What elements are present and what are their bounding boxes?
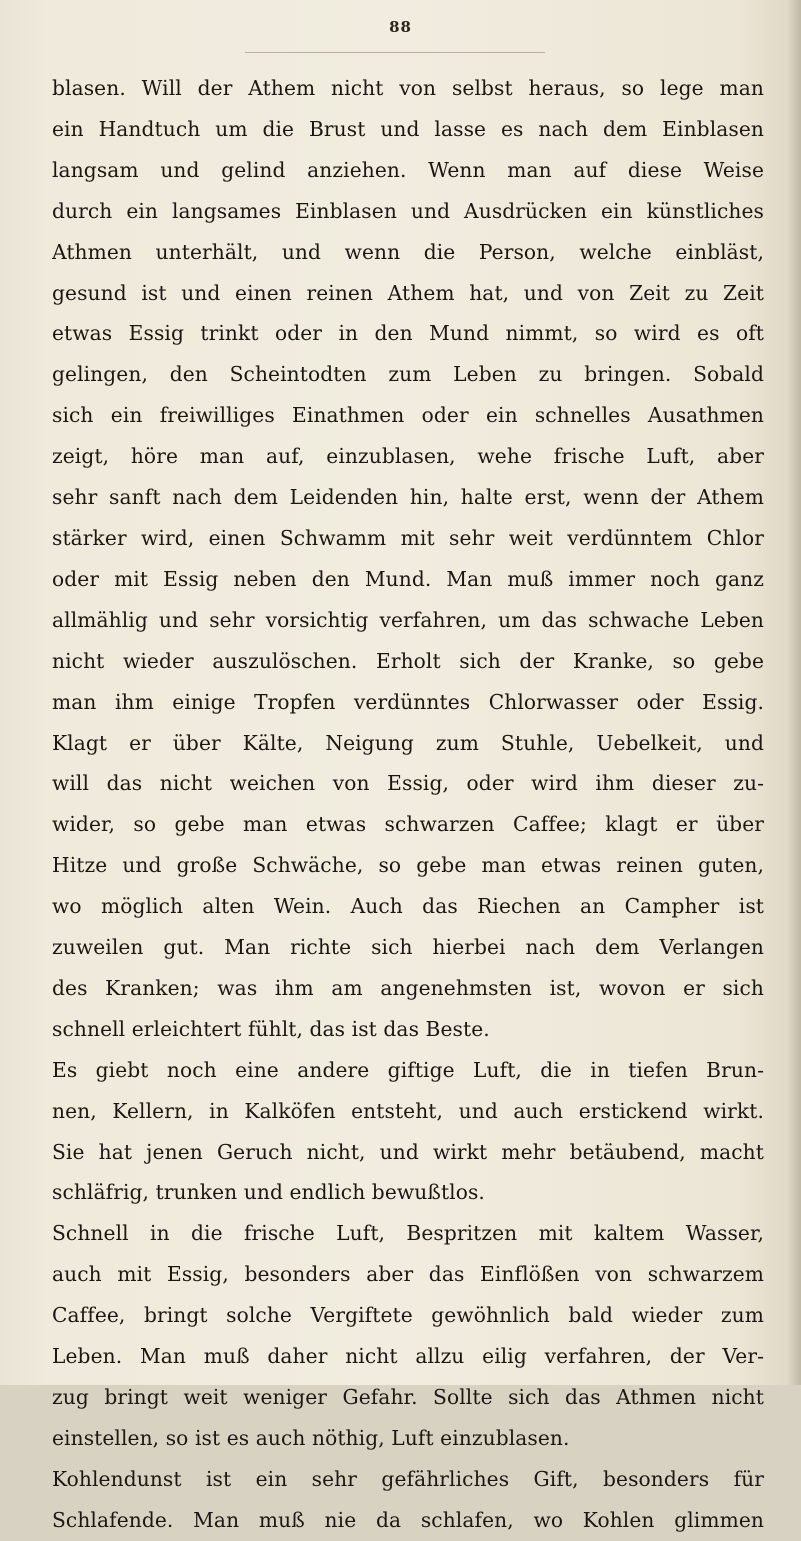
text-line: sich ein freiwilliges Einathmen oder ein schnelles Ausathmen [52, 403, 764, 428]
text-line: schnell erleichtert fühlt, das ist das Beste. [52, 1016, 490, 1041]
header-rule [245, 52, 545, 53]
text-line: Hitze und große Schwäche, so gebe man etwas reinen guten, [52, 853, 764, 878]
text-line: des Kranken; was ihm am angenehmsten ist, wovon er sich [52, 975, 764, 1000]
text-line: nicht wieder auszulöschen. Erholt sich der Kranke, so gebe [52, 648, 764, 673]
text-line: Caffee, bringt solche Vergiftete gewöhnlich bald wieder zum [52, 1303, 764, 1328]
text-line: stärker wird, einen Schwamm mit sehr weit verdünntem Chlor [52, 525, 764, 550]
text-line: allmählig und sehr vorsichtig verfahren, um das schwache Leben [52, 607, 764, 632]
text-line: Sie hat jenen Geruch nicht, und wirkt mehr betäubend, macht [52, 1139, 764, 1164]
text-line: sehr sanft nach dem Leidenden hin, halte erst, wenn der Athem [52, 485, 764, 510]
text-line: Leben. Man muß daher nicht allzu eilig verfahren, der Ver- [52, 1344, 764, 1369]
text-line: man ihm einige Tropfen verdünntes Chlorwasser oder Essig. [52, 689, 764, 714]
page-body-text [52, 68, 764, 1541]
text-line: durch ein langsames Einblasen und Ausdrücken ein künstliches [52, 198, 764, 223]
text-line: zug bringt weit weniger Gefahr. Sollte sich das Athmen nicht [52, 1385, 764, 1409]
text-line: etwas Essig trinkt oder in den Mund nimmt, so wird es oft [52, 321, 764, 346]
text-line: gelingen, den Scheintodten zum Leben zu bringen. Sobald [52, 362, 764, 387]
text-line: ein Handtuch um die Brust und lasse es nach dem Einblasen [52, 116, 764, 141]
text-line: gesund ist und einen reinen Athem hat, und von Zeit zu Zeit [52, 280, 764, 305]
text-line: Klagt er über Kälte, Neigung zum Stuhle, Uebelkeit, und [52, 730, 764, 755]
text-line: langsam und gelind anziehen. Wenn man auf diese Weise [52, 157, 764, 182]
text-line: oder mit Essig neben den Mund. Man muß immer noch ganz [52, 566, 764, 591]
text-line: zuweilen gut. Man richte sich hierbei nach dem Verlangen [52, 935, 764, 960]
text-line: Schnell in die frische Luft, Bespritzen mit kaltem Wasser, [52, 1221, 764, 1246]
text-line: Schlafende. Man muß nie da schlafen, wo Kohlen glimmen [52, 1507, 764, 1532]
text-line: blasen. Will der Athem nicht von selbst heraus, so lege man [52, 76, 764, 100]
text-line: wo möglich alten Wein. Auch das Riechen an Campher ist [52, 894, 764, 919]
text-line: Athmen unterhält, und wenn die Person, welche einbläst, [52, 239, 764, 264]
text-line: nen, Kellern, in Kalköfen entsteht, und auch erstickend wirkt. [52, 1098, 764, 1123]
page-edge-shadow [787, 0, 801, 1385]
text-line: Kohlendunst ist ein sehr gefährliches Gift, besonders für [52, 1466, 764, 1491]
text-line: Es giebt noch eine andere giftige Luft, die in tiefen Brun- [52, 1057, 764, 1082]
text-line: auch mit Essig, besonders aber das Einflößen von schwarzem [52, 1262, 764, 1287]
page-number: 88 [389, 18, 412, 36]
text-line: wider, so gebe man etwas schwarzen Caffee; klagt er über [52, 812, 764, 837]
text-line: einstellen, so ist es auch nöthig, Luft einzublasen. [52, 1425, 570, 1450]
text-line: will das nicht weichen von Essig, oder wird ihm dieser zu- [52, 771, 764, 796]
text-line: zeigt, höre man auf, einzublasen, wehe frische Luft, aber [52, 444, 764, 469]
text-line: schläfrig, trunken und endlich bewußtlos. [52, 1180, 485, 1205]
